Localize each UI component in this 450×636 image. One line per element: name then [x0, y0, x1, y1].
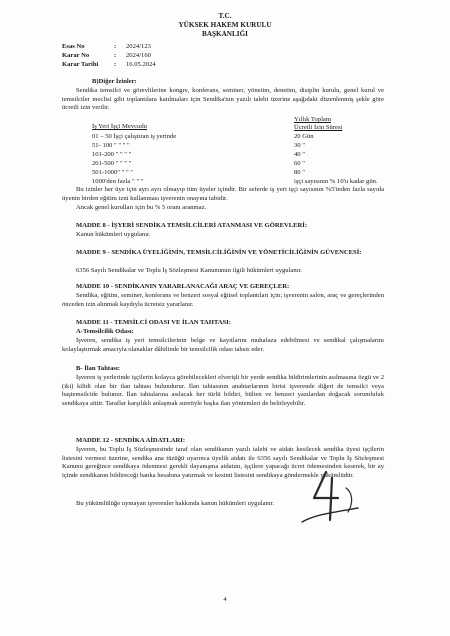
karar-label: Karar No — [62, 52, 90, 59]
table-row-2-right: 30 " — [294, 142, 305, 149]
madde9-text: 6356 Sayılı Sendikalar ve Toplu İş Sözleşmesi Kanununun ilgili hükümleri uygulanır. — [76, 267, 302, 274]
table-row-4-left: 201-500 " " " " — [92, 160, 132, 167]
table-row-5-right: 80 " — [294, 169, 305, 176]
table-row-3-left: 101-200 " " " " — [92, 151, 132, 158]
table-row-6-left: 1000'den fazla " " " — [92, 178, 144, 185]
meta-esas — [62, 43, 151, 52]
madde9-heading — [62, 249, 384, 258]
esas-label: Esas No — [62, 43, 85, 50]
karar-value: 2024/160 — [126, 52, 151, 59]
table-row-1-right: 20 Gün — [294, 133, 314, 140]
section-b-after1: Bu izinler her üye için ayrı ayrı olmayıp tüm üyeler içindir. Bir seferde iş yeri işçi sayısının %5'inden fazla sayıda üyenin birden eğitim izni kullanması işverenin onayına tabidir. — [62, 186, 384, 202]
table-row-1-left: 01 – 50 İşçi çalıştıran iş yerinde — [92, 133, 177, 140]
tarih-label: Karar Tarihi — [62, 61, 99, 68]
madde11-text-b: İşveren iş yerlerinde işçilerin kolayca görebilecekleri elverişli bir yerde sendika bildirimlerinin asılmasına özgü ve 2 (iki) kilidi olan bir ilan tahtası bulundurur. İlan tahtasının anahtarlarının birisi işverende diğeri de temsilci veya baştemsilcide bulunur. İlan tahtalarına asılacak her türlü bildiri, bülten ve benzeri yazılardan doğacak sorumluluk sendikaya aittir. Taraflar karşılıklı anlaşmak suretiyle başka ilan yöntemleri de belirleyebilir. — [62, 374, 384, 407]
madde8-text: Kanun hükümleri uygulanır. — [76, 231, 151, 238]
esas-value: 2024/123 — [126, 43, 151, 50]
madde9-heading-text: MADDE 9 - SENDİKA ÜYELİĞİNİN, TEMSİLCİLİĞİNİN VE YÖNETİCİLİĞİNİN GÜVENCESİ: — [76, 249, 362, 256]
madde10-text: Sendika, eğitim, seminer, konferans ve benzeri sosyal eğitsel toplantıları için; işverenin salon, araç ve gereçlerinden önceden izin alınmak kaydıyla ücretsiz yararlanır. — [62, 292, 384, 308]
tarih-colon: : — [114, 61, 117, 68]
table-right-header-2: Ücretli İzin Süresi — [294, 124, 343, 131]
table-row-4-right: 60 " — [294, 160, 305, 167]
header-presidency: BAŞKANLIĞI — [202, 30, 248, 38]
section-b-heading: B)Diğer İzinler: — [92, 78, 137, 85]
section-b-intro: Sendika temsilci ve görevlilerine kongre, konferans, seminer, yönetim, denetim, disiplin kurulu, genel kurul ve temsilciler meclisi gibi toplantılara katılmaları için Sendika'nın yazılı talebi üzerine aşağıdaki düzenlenmiş şekle göre ücretli izin verilir. — [62, 87, 384, 111]
madde11-sub-b: B- İlan Tahtası: — [76, 365, 120, 372]
table-row-3-right: 40 " — [294, 151, 305, 158]
tarih-value: 16.05.2024 — [126, 61, 156, 68]
table-row-2-left: 51- 100 " " " " — [92, 142, 130, 149]
madde8-heading: MADDE 8 - İŞYERİ SENDİKA TEMSİLCİLERİ ATANMASI VE GÖREVLERİ: — [76, 222, 308, 229]
handwritten-signature — [296, 468, 366, 526]
madde12-heading: MADDE 12 - SENDİKA AİDATLARI: — [76, 437, 186, 444]
madde12-text2: Bu yükümlülüğe uymayan işverenler hakkında kanun hükümleri uygulanır. — [76, 500, 275, 507]
meta-tarih — [62, 61, 156, 70]
page-number: 4 — [223, 596, 227, 603]
madde11-heading: MADDE 11 - TEMSİLCİ ODASI VE İLAN TAHTASI: — [76, 319, 231, 326]
header-institution: YÜKSEK HAKEM KURULU — [178, 21, 272, 29]
madde12-text: İşveren, bu Toplu İş Sözleşmesinde taraf olan sendikanın yazılı talebi ve aidatı kesilecek sendika üyesi işçilerin listesini vermesi üzerine, sendika ana tüzüğü uyarınca üyelik aidatı ile 6356 sayılı Sendikalar ve Toplu İş Sözleşmesi Kanunu gereğince sendikaya ödenmesi gerekli dayanışma aidatını, işçilere yapacağı ücret ödemesinden keserek, bir ay içinde sendikanın bildireceği banka hesabına yatırmak ve kesinti listesini sendikaya göndermekle yükümlüdür. — [62, 446, 384, 479]
section-b-after2: Ancak genel kurulları için bu % 5 oranı aranmaz. — [76, 204, 207, 211]
madde11-sub-a: A-Temsilcilik Odası: — [76, 328, 134, 335]
madde10-heading: MADDE 10 - SENDİKANIN YARARLANACAĞI ARAÇ VE GEREÇLER: — [76, 283, 290, 290]
table-right-header-1: Yıllık Toplam — [294, 116, 331, 123]
table-row-6-right: işçi sayısının % 10'u kadar gün. — [294, 178, 378, 185]
karar-colon: : — [114, 52, 117, 59]
esas-colon: : — [114, 43, 117, 50]
table-row-5-left: 501-1000" " " " — [92, 169, 133, 176]
meta-karar — [62, 52, 151, 61]
table-left-header: İş Yeri İşçi Mevcudu — [92, 123, 147, 130]
header-tc: T.C. — [218, 12, 232, 20]
madde11-text-a: İşveren, sendika iş yeri temsilcilerinin belge ve kayıtlarını muhafaza edebilmesi ve sendikal çalışmalarını kolaylaştırmak amacıyla olanaklar dâhilinde bir temsilcilik odası tahsis eder. — [62, 337, 384, 353]
